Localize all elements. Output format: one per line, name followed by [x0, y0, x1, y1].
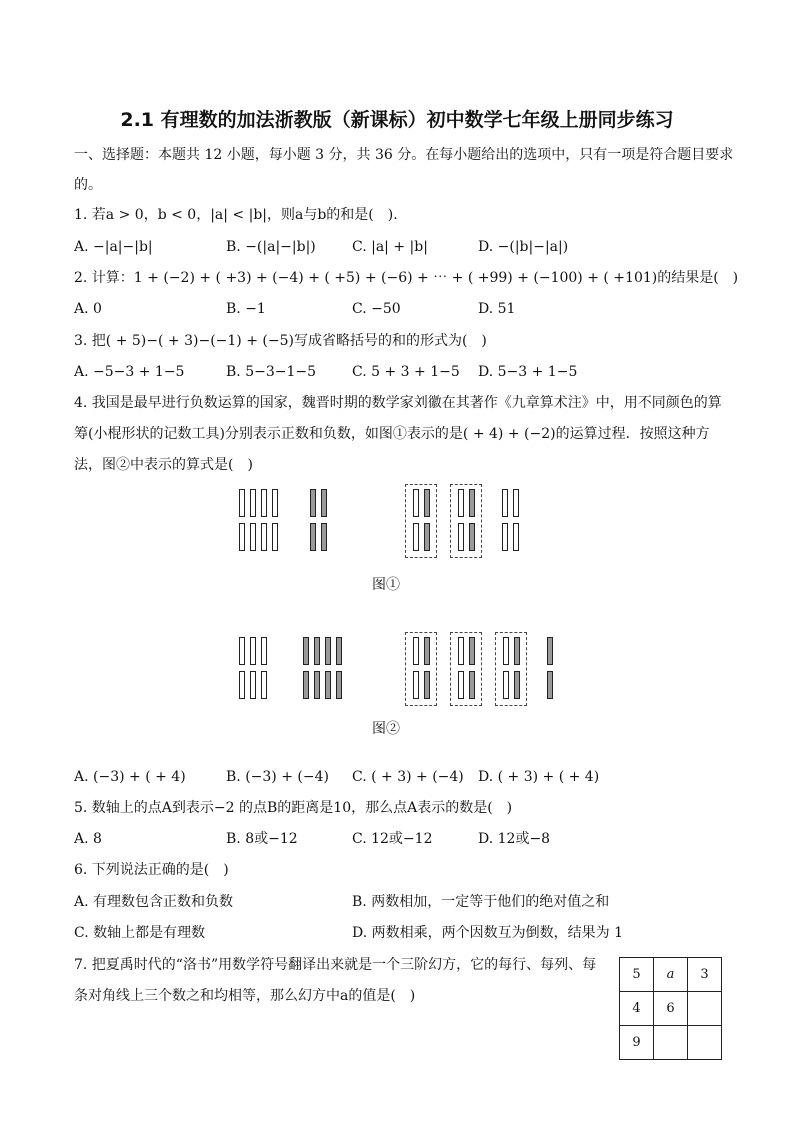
page-title: 2.1 有理数的加法浙教版（新课标）初中数学七年级上册同步练习 — [120, 109, 674, 131]
figure-2-caption: 图② — [372, 721, 400, 737]
q3-option-a: A. −5−3 + 1−5 — [74, 364, 185, 380]
q4-option-a: A. (−3) + ( + 4) — [74, 769, 186, 785]
q5-option-c: C. 12或−12 — [352, 831, 433, 847]
question-4-line1: 4. 我国是最早进行负数运算的国家，魏晋时期的数学家刘徽在其著作《九章算术注》中，用不同颜色的算 — [74, 395, 722, 411]
q2-option-a: A. 0 — [74, 301, 102, 317]
q6-option-d: D. 两数相乘，两个因数互为倒数，结果为 1 — [352, 925, 623, 941]
section-instructions: 一、选择题：本题共 12 小题，每小题 3 分，共 36 分。在每小题给出的选项中，只有一项是符合题目要求 — [74, 147, 734, 163]
question-3-stem: 3. 把( + 5)−( + 3)−(−1) + (−5)写成省略括号的和的形式为( ) — [74, 333, 487, 349]
q5-option-d: D. 12或−8 — [478, 831, 551, 847]
question-5-stem: 5. 数轴上的点A到表示−2 的点B的距离是10，那么点A表示的数是( ) — [74, 800, 513, 816]
grid-cell: 9 — [620, 1026, 654, 1060]
grid-cell: 3 — [688, 958, 722, 992]
grid-cell: a — [654, 958, 688, 992]
magic-square-grid — [619, 957, 722, 1060]
q4-option-b: B. (−3) + (−4) — [226, 769, 329, 785]
grid-cell: 4 — [620, 992, 654, 1026]
section-instructions-cont: 的。 — [74, 177, 102, 193]
question-7-line1: 7. 把夏禹时代的“洛书”用数学符号翻译出来就是一个三阶幻方，它的每行、每列、每 — [74, 957, 597, 973]
q5-option-a: A. 8 — [74, 831, 102, 847]
q1-option-b: B. −(|a|−|b|) — [226, 239, 316, 255]
question-6-stem: 6. 下列说法正确的是( ) — [74, 862, 229, 878]
q6-option-c: C. 数轴上都是有理数 — [74, 925, 206, 941]
q2-option-c: C. −50 — [352, 301, 401, 317]
q4-option-d: D. ( + 3) + ( + 4) — [478, 769, 600, 785]
q2-option-b: B. −1 — [226, 301, 266, 317]
q1-option-c: C. |a| + |b| — [352, 239, 428, 255]
question-4-line3: 法，图②中表示的算式是( ) — [74, 457, 253, 473]
question-4-line2: 筹(小棍形状的记数工具)分别表示正数和负数，如图①表示的是( + 4) + (−2)的运算过程．按照这种方 — [74, 426, 710, 442]
q5-option-b: B. 8或−12 — [226, 831, 298, 847]
q6-option-b: B. 两数相加，一定等于他们的绝对值之和 — [352, 894, 610, 910]
q3-option-b: B. 5−3−1−5 — [226, 364, 317, 380]
grid-cell: 6 — [654, 992, 688, 1026]
q1-option-d: D. −(|b|−|a|) — [478, 239, 569, 255]
q2-option-d: D. 51 — [478, 301, 516, 317]
q6-option-a: A. 有理数包含正数和负数 — [74, 894, 234, 910]
grid-cell — [688, 1026, 722, 1060]
grid-cell — [688, 992, 722, 1026]
q3-option-d: D. 5−3 + 1−5 — [478, 364, 578, 380]
grid-cell — [654, 1026, 688, 1060]
q4-option-c: C. ( + 3) + (−4) — [352, 769, 464, 785]
question-2-stem: 2. 计算：1 + (−2) + ( +3) + (−4) + ( +5) + (−6) + ⋯ + ( +99) + (−100) + ( +101)的结果是( ) — [74, 270, 739, 286]
q3-option-c: C. 5 + 3 + 1−5 — [352, 364, 460, 380]
question-7-line2: 条对角线上三个数之和均相等，那么幻方中a的值是( ) — [74, 988, 416, 1004]
question-1-stem: 1. 若a > 0，b < 0，|a| < |b|，则a与b的和是( ). — [74, 207, 398, 223]
q1-option-a: A. −|a|−|b| — [74, 239, 153, 255]
figure-1-caption: 图① — [372, 577, 400, 593]
grid-cell: 5 — [620, 958, 654, 992]
